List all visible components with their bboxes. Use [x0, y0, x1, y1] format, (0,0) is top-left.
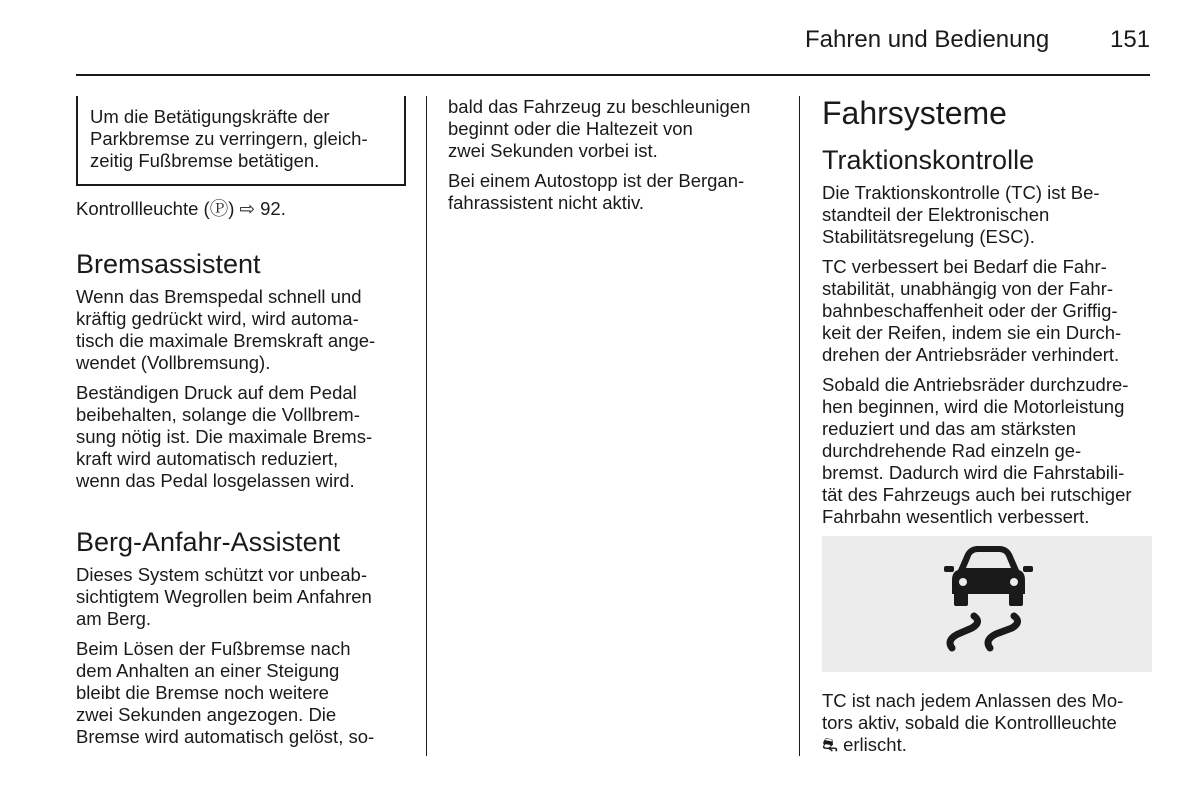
column-left	[76, 96, 406, 756]
parking-brake-icon: (Ⓟ)	[203, 198, 235, 219]
chapter-heading: Fahrsysteme	[822, 95, 1007, 131]
indicator-reference: Kontrollleuchte (Ⓟ) ⇨ 92.	[76, 198, 286, 219]
column-middle	[448, 96, 788, 222]
paragraph: Sobald die Antriebsräder durchzudre- hen beginnen, wird die Motorleistung reduziert und das am stärksten durchdrehende Rad einzeln ge- bremst. Dadurch wird die Fahrstabili- tät des Fahrzeugs auch bei rutschiger Fahrbahn wesentlich verbessert.	[822, 374, 1132, 527]
page-number: 151	[1110, 26, 1151, 53]
section-heading-berg-anfahr-assistent: Berg-Anfahr-Assistent	[76, 527, 341, 557]
traction-control-icon	[822, 536, 1152, 672]
header-rule	[76, 74, 1150, 76]
section-heading-bremsassistent: Bremsassistent	[76, 249, 261, 279]
paragraph: Dieses System schützt vor unbeab- sichtigtem Wegrollen beim Anfahren am Berg.	[76, 564, 372, 629]
column-right	[822, 96, 1152, 764]
paragraph: TC verbessert bei Bedarf die Fahr- stabilität, unabhängig von der Fahr- bahnbeschaffenheit oder der Griffig- keit der Reifen, indem sie ein Durch- drehen der Antriebsräder verhindert.	[822, 256, 1122, 365]
paragraph: Die Traktionskontrolle (TC) ist Be- standteil der Elektronischen Stabilitätsregelung (ESC).	[822, 182, 1100, 247]
column-divider	[426, 96, 427, 756]
header-title: Fahren und Bedienung	[805, 26, 1050, 53]
paragraph: Beständigen Druck auf dem Pedal beibehalten, solange die Vollbrem- sung nötig ist. Die maximale Brems- kraft wird automatisch reduziert, wenn das Pedal losgelassen wird.	[76, 382, 373, 491]
paragraph: Wenn das Bremspedal schnell und kräftig gedrückt wird, wird automa- tisch die maximale Bremskraft ange- wendet (Vollbremsung).	[76, 286, 376, 373]
traction-control-indicator-icon: ⛐	[822, 734, 838, 755]
section-heading-traktionskontrolle: Traktionskontrolle	[822, 145, 1035, 175]
page-reference-link[interactable]: ⇨ 92.	[234, 198, 286, 219]
paragraph: bald das Fahrzeug zu beschleunigen beginnt oder die Haltezeit von zwei Sekunden vorbei ist.	[448, 96, 751, 161]
traction-control-figure	[822, 536, 1152, 672]
column-divider	[799, 96, 800, 756]
note-box: Um die Betätigungskräfte der Parkbremse zu verringern, gleich- zeitig Fußbremse betätigen.	[76, 96, 406, 186]
paragraph: TC ist nach jedem Anlassen des Mo- tors aktiv, sobald die Kontrollleuchte ⛐ erlischt.	[822, 690, 1124, 755]
paragraph: Bei einem Autostopp ist der Bergan- fahrassistent nicht aktiv.	[448, 170, 745, 213]
paragraph: Beim Lösen der Fußbremse nach dem Anhalten an einer Steigung bleibt die Bremse noch weitere zwei Sekunden angezogen. Die Bremse wird automatisch gelöst, so-	[76, 638, 375, 747]
